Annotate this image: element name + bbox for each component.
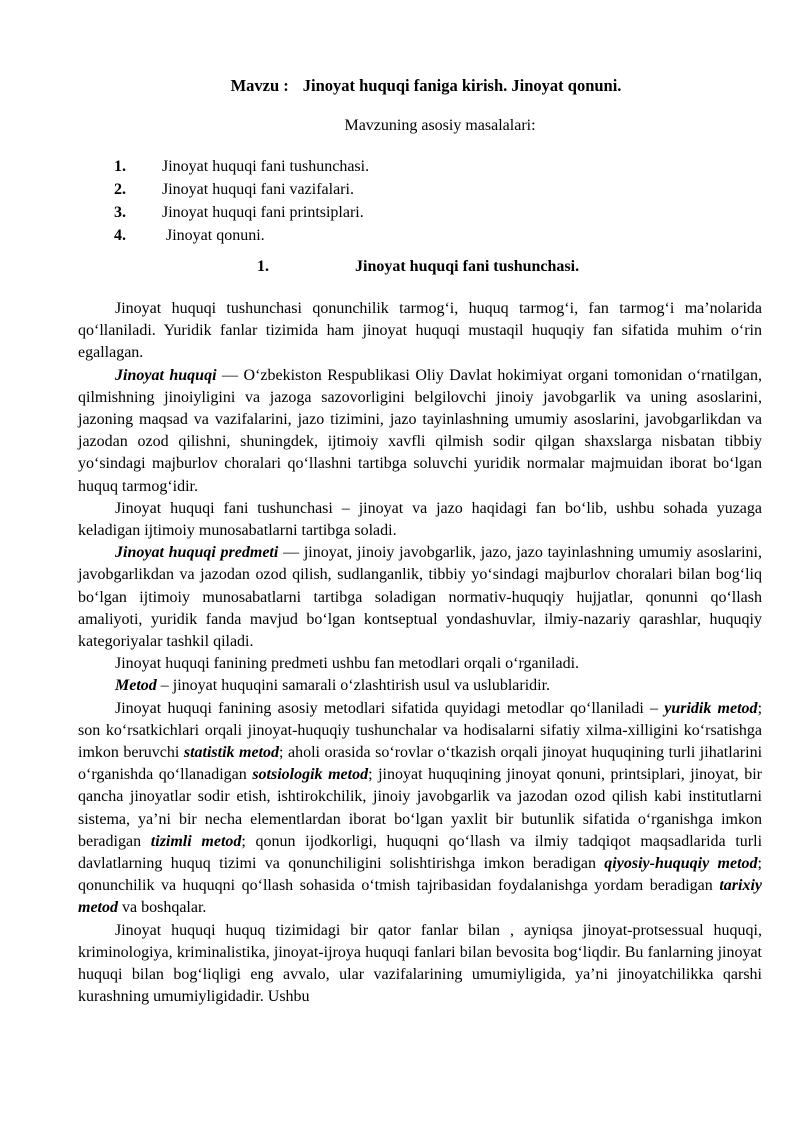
list-item-number: 2. [114, 181, 126, 198]
paragraph-text: Jinoyat huquqi fanining predmeti ushbu fan metodlari orqali o‘rganiladi. [115, 655, 580, 673]
list-item-text: Jinoyat huquqi fani vazifalari. [162, 181, 354, 198]
paragraph [78, 542, 762, 653]
paragraph-text: ; qonun ijodkorligi, huquqni qo‘llash va ilmiy tadqiqot maqsadlarida turli davlatlarning huquq tizimi va qonunchiligini solishtirishga imkon beradigan [78, 832, 763, 873]
section-number: 1. [257, 258, 269, 275]
list-item-number: 1. [114, 158, 126, 175]
method-term: statistik metod [183, 744, 280, 762]
section-title: Jinoyat huquqi fani tushunchasi. [355, 258, 580, 275]
paragraph-text: ; aholi orasida so‘rovlar o‘tkazish orqali jinoyat huquqining turli jihatlarini o‘rganishda qo‘llanadigan [78, 744, 763, 784]
paragraph [78, 365, 762, 498]
paragraph-text: — O‘zbekiston Respublikasi Oliy Davlat hokimiyat organi tomonidan o‘rnatilgan, qilmishning jinoiyligini va jazoga sazovorligini belgilovchi jinoiy javobgarlik va uning asoslarini, jazoning maqsad va vazifalarini, jazo tizimini, jazo tayinlashning umumiy asoslarini, javobgarlikdan va jazodan ozod qilishni, shuningdek, ijtimoiy xavfli qilmish sodir qilgan shaxslarga nisbatan tibbiy yo‘sindagi majburlov choralari qo‘llashni tartibga soluvchi yuridik normalar majmuidan iborat bo‘lgan huquq tarmog‘idir. [78, 366, 763, 495]
page-title [0, 76, 800, 96]
paragraph-text: va boshqalar. [118, 899, 207, 917]
method-term: sotsiologik metod [252, 766, 369, 784]
title-text: Jinoyat huquqi faniga kirish. Jinoyat qonuni. [302, 76, 622, 95]
list-item-text: Jinoyat huquqi fani printsiplari. [162, 204, 364, 221]
subtitle [0, 117, 800, 135]
method-term: yuridik metod [664, 699, 758, 717]
paragraph-text: – jinoyat huquqini samarali o‘zlashtirish usul va uslublaridir. [156, 677, 551, 695]
paragraph-text: Jinoyat huquqi fanining asosiy metodlari sifatida quyidagi metodlar qo‘llaniladi – [115, 699, 665, 717]
defined-term: Jinoyat huquqi predmeti [115, 544, 279, 562]
list-item-text: Jinoyat qonuni. [166, 227, 265, 244]
paragraph-text: ; jinoyat huquqining jinoyat qonuni, printsiplari, jinoyat, bir qancha jinoyatlar sodir etish, ishtirokchilik, jinoiy javobgarlik va jazodan ozod qilish kabi institutlarni sistema, ya’ni bir necha elementlardan iborat bo‘lgan yaxlit bir butunlik sifatida o‘rganishga imkon beradigan [78, 766, 762, 850]
list-item-number: 4. [114, 227, 126, 244]
paragraph-text: Jinoyat huquqi huquq tizimidagi bir qator fanlar bilan , ayniqsa jinoyat-protsessual huquqi, kriminologiya, kriminalistika, jinoyat-ijroya huquqi fanlari bilan bevosita bog‘liqdir. Bu fanlarning jinoyat huquqi bilan bog‘liqligi eng avvalo, ular vazifalarining umumiyligida, ya’ni jinoyatchilikka qarshi kurashning umumiyligidadir. Ushbu [78, 921, 762, 1006]
list-item-text: Jinoyat huquqi fani tushunchasi. [162, 158, 370, 175]
paragraph [78, 920, 762, 1009]
method-term: qiyosiy-huquqiy metod [604, 855, 758, 873]
paragraph-text: Jinoyat huquqi fani tushunchasi – jinoyat va jazo haqidagi fan bo‘lib, ushbu sohada yuzaga keladigan ijtimoiy munosabatlarni tartibga soladi. [78, 499, 762, 540]
defined-term: Metod [115, 677, 157, 695]
paragraph-text: — jinoyat, jinoiy javobgarlik, jazo, jazo tayinlashning umumiy asoslarini, javobgarlikdan va jazodan ozod qilish, sudlanganlik, tibbiy yo‘sindagi majburlov choralari bilan bog‘liq bo‘lgan ijtimoiy munosabatlarni tartibga soladigan normativ-huquqiy hujjatlar, qonunni qo‘llash amaliyoti, yuridik fanda mavjud bo‘lgan kontseptual yondashuvlar, ilmiy-nazariy qarashlar, huquqiy kategoriyalar tashkil qiladi. [78, 544, 762, 651]
subtitle-text: Mavzuning asosiy masalalari: [344, 117, 536, 134]
title-label: Mavzu : [230, 76, 289, 95]
defined-term: Jinoyat huquqi [115, 366, 217, 384]
method-term: tizimli metod [150, 832, 242, 850]
paragraph-text: ; son ko‘rsatkichlari orqali jinoyat-huquqiy tushunchalar va hodisalarni sifatiy xilma-xilligini ko‘rsatishga imkon beruvchi [78, 699, 763, 762]
paragraph [78, 298, 762, 365]
body-text [78, 298, 762, 1009]
paragraph-text: ; qonunchilik va huquqni qo‘llash sohasida o‘tmish tajribasidan foydalanishga yordam beradigan [78, 855, 762, 895]
paragraph [78, 653, 762, 675]
paragraph-text: Jinoyat huquqi tushunchasi qonunchilik tarmog‘i, huquq tarmog‘i, fan tarmog‘i ma’nolarida qo‘llaniladi. Yuridik fanlar tizimida ham jinoyat huquqi mustaqil huquqiy fan sifatida muhim o‘rin egallagan. [78, 300, 762, 362]
paragraph [78, 498, 762, 542]
method-term: tarixiy metod [78, 877, 762, 917]
paragraph [78, 675, 762, 697]
paragraph [78, 698, 762, 920]
list-item-number: 3. [114, 204, 126, 221]
